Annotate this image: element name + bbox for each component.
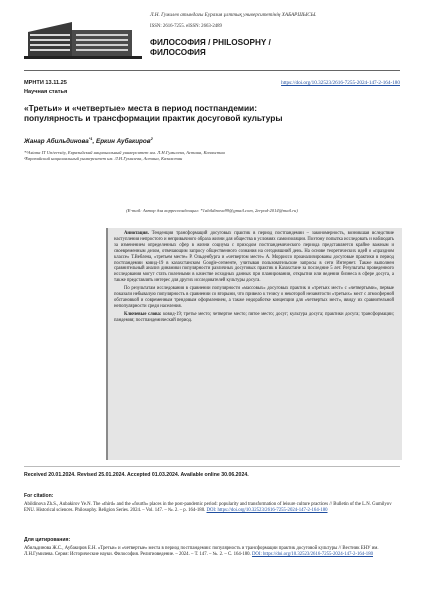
abstract-paragraph-1	[114, 231, 394, 284]
article-title	[24, 103, 400, 123]
keywords-label: Ключевые слова:	[124, 311, 162, 317]
section-title-line1: ФИЛОСОФИЯ / PHILOSOPHY /	[150, 38, 271, 47]
citation-en-doi-link[interactable]: DOI: https://doi.org/10.32523/2616-7255-2024-147-2-164-180	[206, 507, 328, 513]
footer-divider	[24, 466, 400, 467]
publication-dates: Received 20.01.2024. Revised 25.01.2024. Accepted 01.03.2024. Available online 30.06.2024.	[24, 472, 249, 478]
mrnti-code: МРНТИ 13.11.25	[24, 80, 67, 86]
abstract-body: Тенденция трансформаций досуговых практик в период постпандемии – закономерность, возникшая вследствие наступления непростого и непривычного образа жизни для общества в условиях самоизоляции. Поэтому попытка исследовать и наблюдать за изменением определенных сфер в жизни социума с приходом постпандемического периода представляется крайне важным и своевременным делом, отвечающим запросу общественного сознания на сегодняшний день. На основе теоретических идей о «праздном классе» Т.Веблена, «третьем месте» Р. Ольденбурга и «четвертом месте» А. Морриссо проанализированы досуговые практики в период постпандемии ковид-19 в казахстанском Google-сегменте, учитывая пользовательские запросы в сети Интернет. Также выполнен сравнительный анализ динамики популярности различных досуговых практик в Казахстане за последние 5 лет. Результаты проведенного исследования могут стать полезными в качестве исходных данных при планировании, открытии или ведении бизнеса в сфере досуга, а также представлять интерес для других исследователей культуры досуга.	[114, 231, 394, 284]
author-affiliation-mark: 2	[150, 136, 153, 141]
article-type: Научная статья	[24, 89, 68, 95]
citation-ru	[24, 546, 400, 558]
affiliation-1: *¹Astana IT University, Евразийский национальный университет им. Л.Н.Гумилева, Астана, Казахстан	[24, 150, 225, 155]
affiliation-2: ²Евразийский национальный университет им. Л.Н.Гумилева, Астана, Казахстан	[24, 156, 183, 161]
author-name: Жанар Абильдинова	[24, 138, 89, 146]
journal-subtitle: Л.Н. Гумилев атындағы Еуразия ұлттық университетінің ХАБАРШЫСЫ.	[150, 12, 317, 18]
citation-en	[24, 502, 400, 514]
header-divider	[24, 70, 400, 71]
citation-ru-label: Для цитирования:	[24, 537, 71, 543]
abstract-label: Аннотация.	[124, 231, 149, 236]
citation-ru-doi-link[interactable]: DOI: https://doi.org/10.32523/2616-7255-2024-147-2-164-180	[251, 551, 373, 557]
citation-en-label: For citation:	[24, 493, 54, 499]
author-list	[24, 136, 400, 145]
citation-en-text: Abildinova Zh.S., Aubakirov Ye.N. The «third» and the «fourth» places in the post-pandemic period: popularity and transformation of leisure culture practices // Bulletin of the L.N. Gumilyov ENU. Historical sciences. Philosophy. Religion Series. 2024. – Vol. 147. – №. 2. – p. 164-180.	[24, 502, 392, 513]
corresponding-email: (E-mail: Автор для корреспонденции: *1abildinova99@gmail.com, 2erpod-2014@mail.ru)	[126, 208, 298, 213]
keywords-list: ковид-19; третье место; четвертое место; пятое место; досуг; культура досуга; практики досуга; трансформации; пандемия; постпандемический период.	[114, 311, 394, 323]
section-title	[150, 38, 400, 58]
abstract-paragraph-2: По результатам исследования в сравнении популярности «массовых» досуговых практик и «третьих мест» с «четвертыми», первые показали небывалую популярность в сравнении со вторыми, что привело к тезису о некоторой незанятости «третьих» мест с атмосферной обстановкой и современным трендовым оформлением, а также недоработке концепции для «четвертых мест», ввиду их сравнительной непопулярности среди населения.	[114, 286, 394, 309]
affiliations	[24, 150, 400, 162]
article-title-line1: «Третьи» и «четвертые» места в период постпандемии:	[24, 103, 258, 113]
university-building-logo	[24, 12, 142, 62]
keywords	[114, 312, 394, 324]
article-doi-link[interactable]: https://doi.org/10.32523/2616-7255-2024-147-2-164-180	[281, 80, 400, 86]
journal-issn: ISSN: 2616-7255. eISSN: 2663-2489	[150, 24, 222, 29]
author-name: , Еркин Аубакиров	[92, 138, 151, 146]
article-title-line2: популярность и трансформации практик досуговой культуры	[24, 113, 283, 124]
abstract	[114, 231, 394, 326]
author-affiliation-mark: *1	[88, 136, 93, 141]
citation-ru-text: Абильдинова Ж.С., Аубакиров Е.Н. «Третьи» и «четвертые» места в период постпандемии: популярность и трансформации практик досуговой культуры // Вестник ЕНУ им. Л.Н.Гумилева. Серия: Исторические науки. Философия. Религиоведение. – 2024. – Т. 147. – №. 2. – С. 164-180.	[24, 546, 379, 557]
section-title-line2: ФИЛОСОФИЯ	[150, 48, 206, 57]
